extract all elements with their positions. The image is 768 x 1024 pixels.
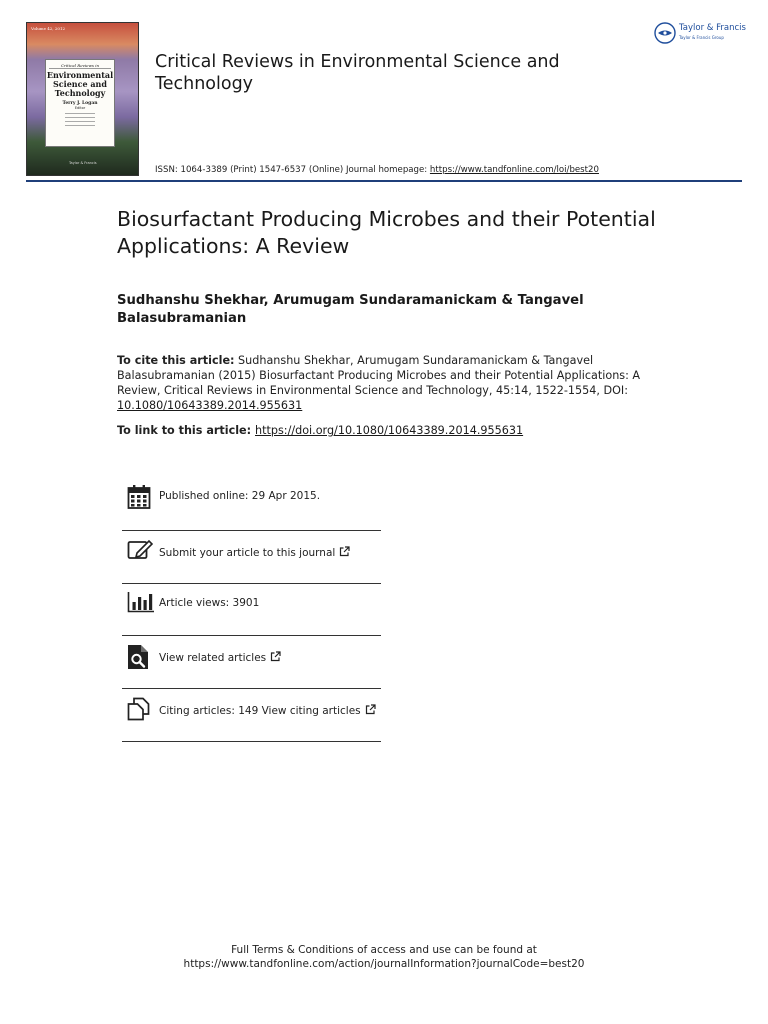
journal-homepage-link[interactable]: https://www.tandfonline.com/loi/best20	[429, 165, 599, 175]
citation-doi-link[interactable]: 10.1080/10643389.2014.955631	[117, 399, 303, 412]
copy-icon	[127, 697, 151, 721]
publisher-group: Taylor & Francis Group	[679, 35, 724, 40]
bar-chart-icon	[127, 591, 155, 613]
article-views-row	[122, 591, 381, 621]
external-link-icon	[365, 704, 376, 715]
info-divider-1	[122, 530, 381, 531]
submit-article-link[interactable]	[159, 546, 350, 559]
published-row	[122, 484, 381, 514]
publisher-lamp-icon	[654, 22, 676, 44]
external-link-icon	[339, 546, 350, 557]
publisher-logo[interactable]	[654, 22, 746, 44]
published-date: Published online: 29 Apr 2015.	[159, 490, 321, 502]
journal-title[interactable]: Critical Reviews in Environmental Science and Technology	[155, 52, 560, 94]
cover-title-line-1: Environmental	[46, 70, 114, 80]
related-articles-row[interactable]	[122, 643, 381, 673]
citing-articles-link[interactable]	[159, 704, 376, 717]
article-doi-link[interactable]: https://doi.org/10.1080/10643389.2014.955631	[255, 424, 524, 437]
info-divider-3	[122, 635, 381, 636]
article-title: Biosurfactant Producing Microbes and their Potential Applications: A Review	[117, 207, 656, 258]
external-link-icon	[270, 651, 281, 662]
info-divider-5	[122, 741, 381, 742]
issn-line	[155, 165, 599, 175]
article-views-count: Article views: 3901	[159, 597, 260, 609]
cover-editor: Terry J. Logan	[62, 101, 98, 106]
cover-title-box	[45, 59, 115, 147]
citation-text: Sudhanshu Shekhar, Arumugam Sundaramanickam & Tangavel Balasubramanian (2015) Biosurfactant Producing Microbes and their Potential Applications: A Review, Critical Reviews in Environmental Science and Technology, 45:14, 1522-1554, DOI:	[117, 354, 641, 397]
citation-label: To cite this article:	[117, 354, 235, 367]
terms-text: Full Terms & Conditions of access and use can be found at	[231, 944, 537, 956]
cover-title-line-2: Science and	[53, 79, 107, 89]
info-divider-4	[122, 688, 381, 689]
citation-block	[117, 353, 657, 413]
terms-url[interactable]: https://www.tandfonline.com/action/journalInformation?journalCode=best20	[183, 958, 585, 970]
magnifier-icon	[127, 644, 149, 670]
related-articles-label: View related articles	[159, 652, 267, 664]
article-link-line	[117, 423, 657, 438]
article-authors: Sudhanshu Shekhar, Arumugam Sundaramanickam & Tangavel Balasubramanian	[117, 293, 584, 326]
info-divider-2	[122, 583, 381, 584]
cover-editor-role: Editor	[74, 106, 86, 110]
citing-articles-row[interactable]	[122, 696, 381, 726]
edit-icon	[127, 538, 153, 560]
article-link-label: To link to this article:	[117, 424, 255, 437]
submit-article-label: Submit your article to this journal	[159, 547, 336, 559]
issn-text: ISSN: 1064-3389 (Print) 1547-6537 (Online) Journal homepage:	[155, 165, 430, 175]
terms-footer	[0, 943, 768, 971]
cover-decoration	[65, 113, 95, 126]
submit-article-row[interactable]	[122, 538, 381, 568]
cover-volume: Volume 42, 2012	[31, 26, 66, 31]
header-divider	[26, 180, 742, 182]
cover-title-line-3: Technology	[54, 88, 106, 98]
related-articles-link[interactable]	[159, 651, 281, 664]
calendar-icon	[127, 484, 151, 510]
cover-publisher: Taylor & Francis	[69, 161, 97, 165]
cover-series: Critical Reviews in	[49, 63, 111, 69]
publisher-name: Taylor & Francis	[679, 23, 746, 33]
journal-cover[interactable]	[26, 22, 139, 176]
citing-articles-label: Citing articles: 149 View citing articles	[159, 705, 361, 717]
